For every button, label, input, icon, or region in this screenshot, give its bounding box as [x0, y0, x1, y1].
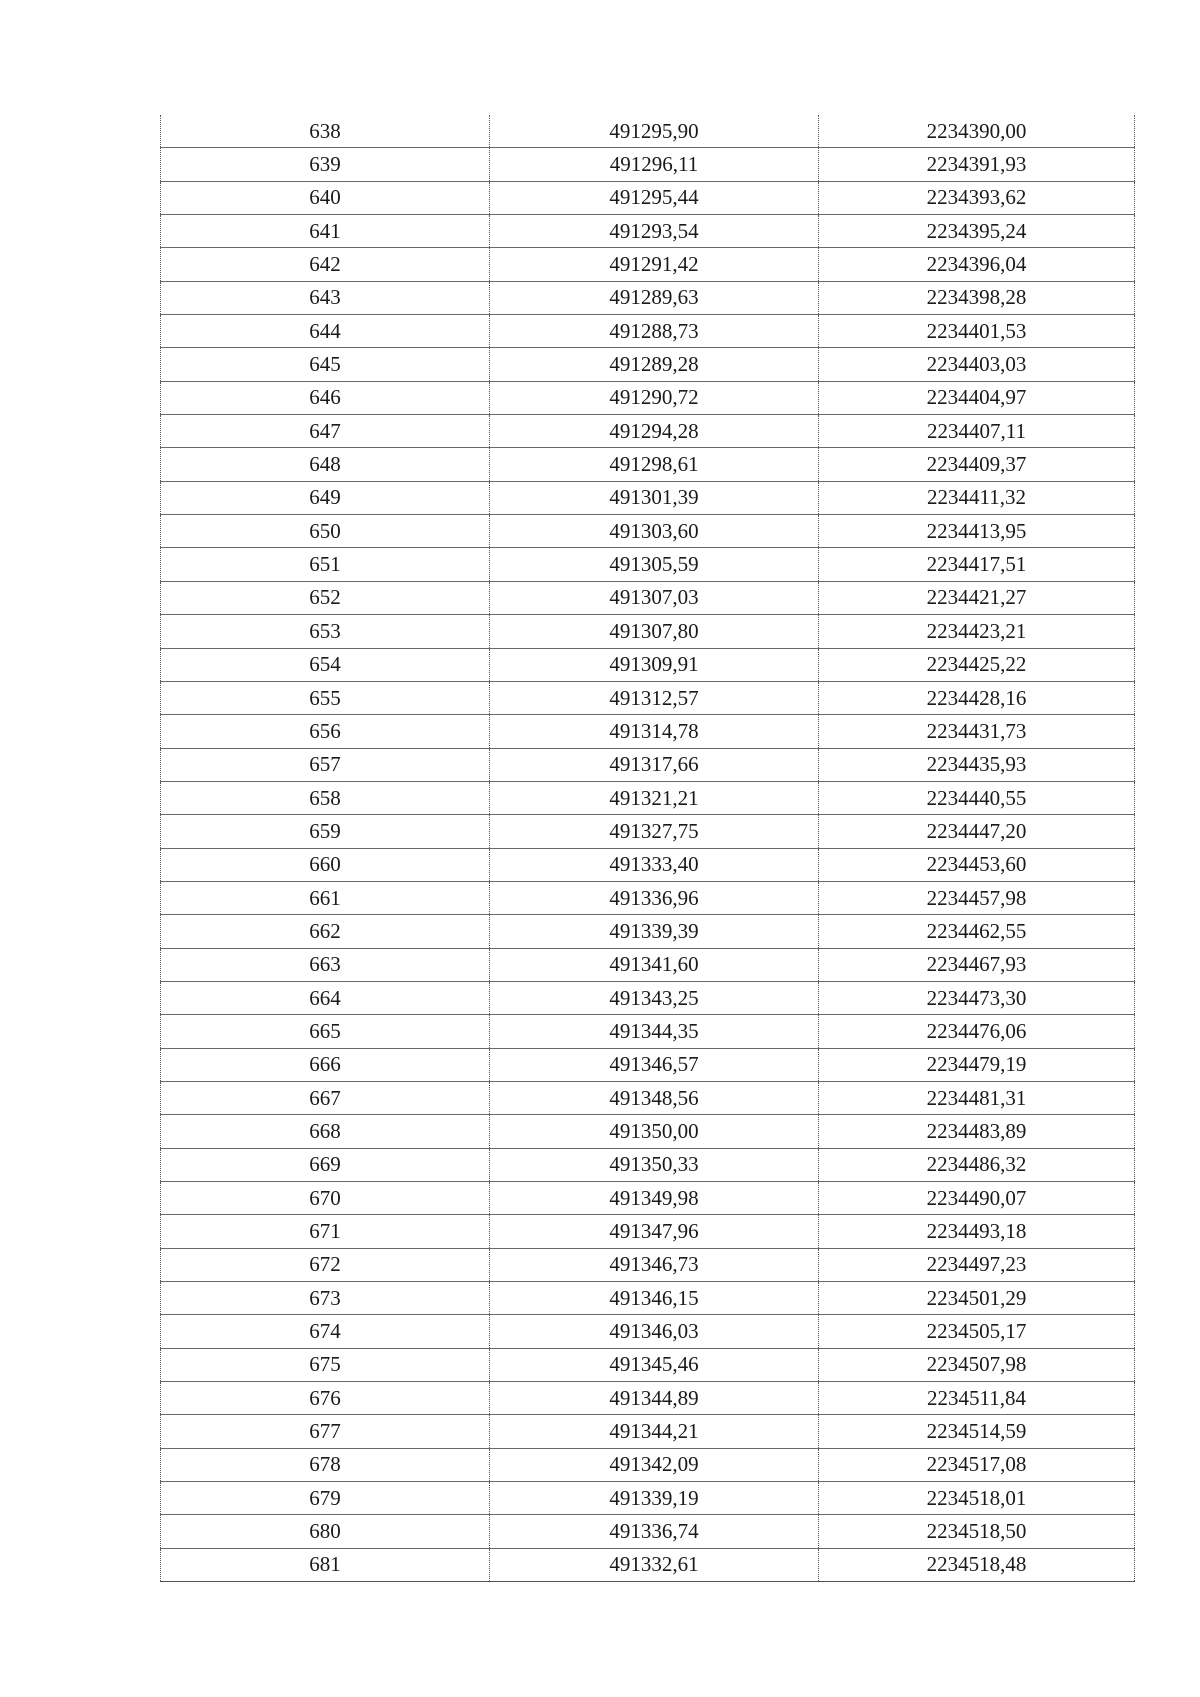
y-coordinate-cell: 2234497,23	[819, 1248, 1135, 1281]
table-row	[161, 748, 1135, 781]
point-number-cell: 681	[161, 1548, 490, 1581]
x-coordinate-cell: 491288,73	[490, 315, 819, 348]
table-row	[161, 1548, 1135, 1581]
table-row	[161, 948, 1135, 981]
table-row	[161, 1081, 1135, 1114]
table-row	[161, 1048, 1135, 1081]
x-coordinate-cell: 491309,91	[490, 648, 819, 681]
x-coordinate-cell: 491336,96	[490, 881, 819, 914]
point-number-cell: 659	[161, 815, 490, 848]
x-coordinate-cell: 491342,09	[490, 1448, 819, 1481]
x-coordinate-cell: 491289,28	[490, 348, 819, 381]
y-coordinate-cell: 2234518,50	[819, 1515, 1135, 1548]
table-row	[161, 1382, 1135, 1415]
point-number-cell: 661	[161, 881, 490, 914]
x-coordinate-cell: 491303,60	[490, 515, 819, 548]
point-number-cell: 678	[161, 1448, 490, 1481]
y-coordinate-cell: 2234473,30	[819, 981, 1135, 1014]
point-number-cell: 663	[161, 948, 490, 981]
x-coordinate-cell: 491336,74	[490, 1515, 819, 1548]
x-coordinate-cell: 491301,39	[490, 481, 819, 514]
point-number-cell: 669	[161, 1148, 490, 1181]
point-number-cell: 660	[161, 848, 490, 881]
point-number-cell: 639	[161, 148, 490, 181]
x-coordinate-cell: 491314,78	[490, 715, 819, 748]
point-number-cell: 645	[161, 348, 490, 381]
table-row	[161, 1015, 1135, 1048]
x-coordinate-cell: 491293,54	[490, 215, 819, 248]
y-coordinate-cell: 2234428,16	[819, 681, 1135, 714]
x-coordinate-cell: 491295,44	[490, 181, 819, 214]
y-coordinate-cell: 2234505,17	[819, 1315, 1135, 1348]
x-coordinate-cell: 491346,15	[490, 1282, 819, 1315]
point-number-cell: 644	[161, 315, 490, 348]
table-row	[161, 915, 1135, 948]
y-coordinate-cell: 2234511,84	[819, 1382, 1135, 1415]
table-row	[161, 381, 1135, 414]
x-coordinate-cell: 491307,80	[490, 615, 819, 648]
table-row	[161, 481, 1135, 514]
y-coordinate-cell: 2234398,28	[819, 281, 1135, 314]
x-coordinate-cell: 491290,72	[490, 381, 819, 414]
point-number-cell: 656	[161, 715, 490, 748]
y-coordinate-cell: 2234423,21	[819, 615, 1135, 648]
y-coordinate-cell: 2234440,55	[819, 781, 1135, 814]
point-number-cell: 646	[161, 381, 490, 414]
x-coordinate-cell: 491350,33	[490, 1148, 819, 1181]
table-row	[161, 581, 1135, 614]
x-coordinate-cell: 491346,73	[490, 1248, 819, 1281]
y-coordinate-cell: 2234518,01	[819, 1482, 1135, 1515]
y-coordinate-cell: 2234490,07	[819, 1182, 1135, 1215]
x-coordinate-cell: 491343,25	[490, 981, 819, 1014]
x-coordinate-cell: 491332,61	[490, 1548, 819, 1581]
point-number-cell: 641	[161, 215, 490, 248]
x-coordinate-cell: 491347,96	[490, 1215, 819, 1248]
table-row	[161, 848, 1135, 881]
x-coordinate-cell: 491339,39	[490, 915, 819, 948]
table-row	[161, 715, 1135, 748]
point-number-cell: 655	[161, 681, 490, 714]
table-row	[161, 315, 1135, 348]
y-coordinate-cell: 2234413,95	[819, 515, 1135, 548]
x-coordinate-cell: 491327,75	[490, 815, 819, 848]
x-coordinate-cell: 491296,11	[490, 148, 819, 181]
x-coordinate-cell: 491294,28	[490, 415, 819, 448]
x-coordinate-cell: 491344,35	[490, 1015, 819, 1048]
x-coordinate-cell: 491346,03	[490, 1315, 819, 1348]
point-number-cell: 648	[161, 448, 490, 481]
y-coordinate-cell: 2234483,89	[819, 1115, 1135, 1148]
table-row	[161, 181, 1135, 214]
table-row	[161, 1282, 1135, 1315]
y-coordinate-cell: 2234467,93	[819, 948, 1135, 981]
point-number-cell: 650	[161, 515, 490, 548]
x-coordinate-cell: 491312,57	[490, 681, 819, 714]
table-row	[161, 981, 1135, 1014]
table-row	[161, 1148, 1135, 1181]
y-coordinate-cell: 2234517,08	[819, 1448, 1135, 1481]
y-coordinate-cell: 2234409,37	[819, 448, 1135, 481]
point-number-cell: 643	[161, 281, 490, 314]
x-coordinate-cell: 491344,21	[490, 1415, 819, 1448]
table-row	[161, 215, 1135, 248]
y-coordinate-cell: 2234486,32	[819, 1148, 1135, 1181]
x-coordinate-cell: 491349,98	[490, 1182, 819, 1215]
point-number-cell: 665	[161, 1015, 490, 1048]
table-row	[161, 1182, 1135, 1215]
y-coordinate-cell: 2234435,93	[819, 748, 1135, 781]
y-coordinate-cell: 2234411,32	[819, 481, 1135, 514]
table-row	[161, 348, 1135, 381]
x-coordinate-cell: 491333,40	[490, 848, 819, 881]
table-row	[161, 415, 1135, 448]
table-row	[161, 248, 1135, 281]
point-number-cell: 653	[161, 615, 490, 648]
table-row	[161, 1315, 1135, 1348]
x-coordinate-cell: 491350,00	[490, 1115, 819, 1148]
point-number-cell: 657	[161, 748, 490, 781]
point-number-cell: 651	[161, 548, 490, 581]
y-coordinate-cell: 2234421,27	[819, 581, 1135, 614]
point-number-cell: 642	[161, 248, 490, 281]
y-coordinate-cell: 2234395,24	[819, 215, 1135, 248]
point-number-cell: 675	[161, 1348, 490, 1381]
point-number-cell: 649	[161, 481, 490, 514]
table-row	[161, 548, 1135, 581]
y-coordinate-cell: 2234425,22	[819, 648, 1135, 681]
point-number-cell: 647	[161, 415, 490, 448]
point-number-cell: 652	[161, 581, 490, 614]
table-row	[161, 1482, 1135, 1515]
point-number-cell: 667	[161, 1081, 490, 1114]
y-coordinate-cell: 2234396,04	[819, 248, 1135, 281]
point-number-cell: 638	[161, 115, 490, 148]
y-coordinate-cell: 2234476,06	[819, 1015, 1135, 1048]
x-coordinate-cell: 491291,42	[490, 248, 819, 281]
x-coordinate-cell: 491348,56	[490, 1081, 819, 1114]
table-row	[161, 1415, 1135, 1448]
y-coordinate-cell: 2234431,73	[819, 715, 1135, 748]
point-number-cell: 680	[161, 1515, 490, 1548]
point-number-cell: 672	[161, 1248, 490, 1281]
point-number-cell: 654	[161, 648, 490, 681]
point-number-cell: 677	[161, 1415, 490, 1448]
x-coordinate-cell: 491307,03	[490, 581, 819, 614]
table-row	[161, 681, 1135, 714]
x-coordinate-cell: 491321,21	[490, 781, 819, 814]
point-number-cell: 679	[161, 1482, 490, 1515]
y-coordinate-cell: 2234403,03	[819, 348, 1135, 381]
x-coordinate-cell: 491341,60	[490, 948, 819, 981]
table-row	[161, 1448, 1135, 1481]
point-number-cell: 676	[161, 1382, 490, 1415]
y-coordinate-cell: 2234390,00	[819, 115, 1135, 148]
table-row	[161, 1248, 1135, 1281]
table-row	[161, 448, 1135, 481]
point-number-cell: 674	[161, 1315, 490, 1348]
x-coordinate-cell: 491344,89	[490, 1382, 819, 1415]
point-number-cell: 671	[161, 1215, 490, 1248]
y-coordinate-cell: 2234481,31	[819, 1081, 1135, 1114]
x-coordinate-cell: 491317,66	[490, 748, 819, 781]
x-coordinate-cell: 491295,90	[490, 115, 819, 148]
y-coordinate-cell: 2234507,98	[819, 1348, 1135, 1381]
point-number-cell: 640	[161, 181, 490, 214]
y-coordinate-cell: 2234417,51	[819, 548, 1135, 581]
table-row	[161, 1115, 1135, 1148]
y-coordinate-cell: 2234462,55	[819, 915, 1135, 948]
x-coordinate-cell: 491305,59	[490, 548, 819, 581]
table-row	[161, 648, 1135, 681]
table-row	[161, 781, 1135, 814]
point-number-cell: 662	[161, 915, 490, 948]
y-coordinate-cell: 2234501,29	[819, 1282, 1135, 1315]
table-row	[161, 1348, 1135, 1381]
y-coordinate-cell: 2234393,62	[819, 181, 1135, 214]
y-coordinate-cell: 2234401,53	[819, 315, 1135, 348]
table-row	[161, 881, 1135, 914]
coordinate-table	[160, 115, 1135, 1582]
x-coordinate-cell: 491346,57	[490, 1048, 819, 1081]
table-row	[161, 281, 1135, 314]
y-coordinate-cell: 2234479,19	[819, 1048, 1135, 1081]
y-coordinate-cell: 2234493,18	[819, 1215, 1135, 1248]
x-coordinate-cell: 491298,61	[490, 448, 819, 481]
point-number-cell: 670	[161, 1182, 490, 1215]
y-coordinate-cell: 2234514,59	[819, 1415, 1135, 1448]
y-coordinate-cell: 2234404,97	[819, 381, 1135, 414]
point-number-cell: 658	[161, 781, 490, 814]
table-row	[161, 115, 1135, 148]
y-coordinate-cell: 2234407,11	[819, 415, 1135, 448]
coordinate-table-body	[161, 115, 1135, 1582]
x-coordinate-cell: 491289,63	[490, 281, 819, 314]
point-number-cell: 668	[161, 1115, 490, 1148]
point-number-cell: 664	[161, 981, 490, 1014]
x-coordinate-cell: 491345,46	[490, 1348, 819, 1381]
table-row	[161, 615, 1135, 648]
y-coordinate-cell: 2234391,93	[819, 148, 1135, 181]
point-number-cell: 666	[161, 1048, 490, 1081]
table-row	[161, 815, 1135, 848]
y-coordinate-cell: 2234447,20	[819, 815, 1135, 848]
table-row	[161, 148, 1135, 181]
y-coordinate-cell: 2234453,60	[819, 848, 1135, 881]
point-number-cell: 673	[161, 1282, 490, 1315]
y-coordinate-cell: 2234457,98	[819, 881, 1135, 914]
table-row	[161, 515, 1135, 548]
table-row	[161, 1515, 1135, 1548]
y-coordinate-cell: 2234518,48	[819, 1548, 1135, 1581]
x-coordinate-cell: 491339,19	[490, 1482, 819, 1515]
table-row	[161, 1215, 1135, 1248]
